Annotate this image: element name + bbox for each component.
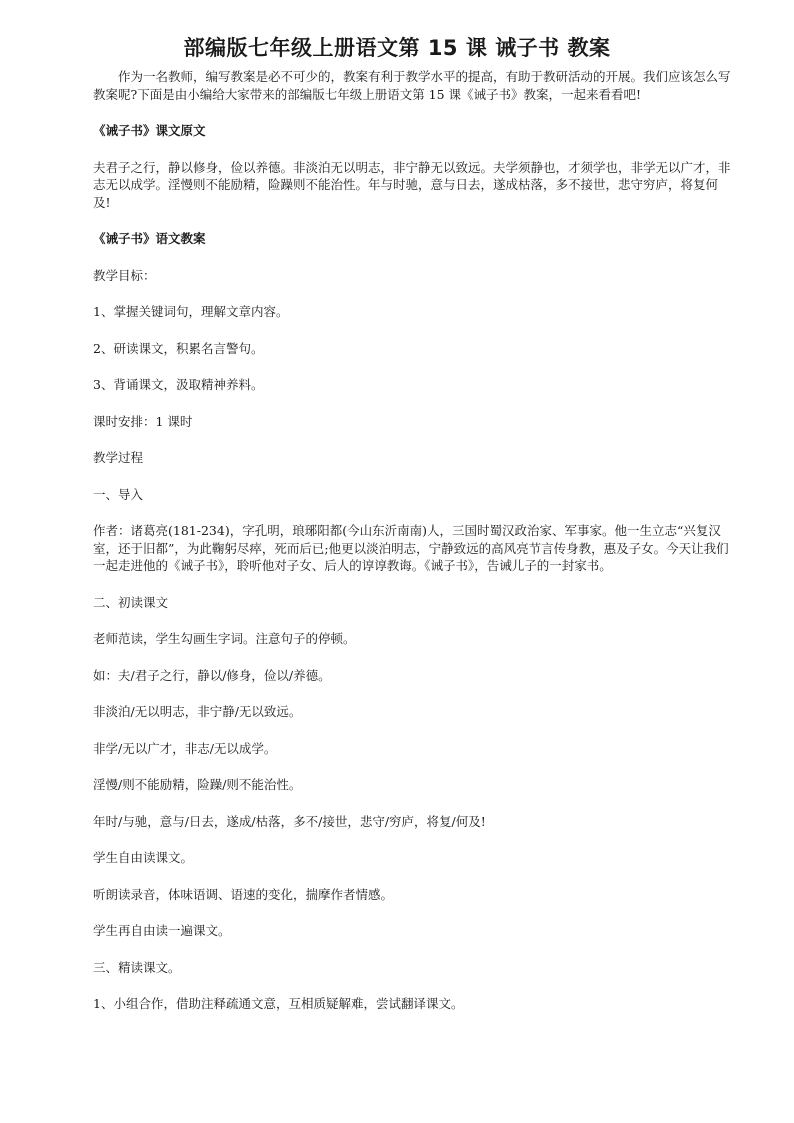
pause-example-1: 如：夫/君子之行，静以/修身，俭以/养德。 bbox=[93, 667, 331, 683]
section-intro-heading: 一、导入 bbox=[93, 486, 144, 502]
heading-lesson-plan: 《诫子书》语文教案 bbox=[93, 231, 206, 246]
teacher-read-line: 老师范读，学生勾画生字词。注意句子的停顿。 bbox=[93, 631, 356, 646]
heading-original-text: 《诫子书》课文原文 bbox=[93, 123, 206, 138]
free-read-line-1: 学生自由读课文。 bbox=[93, 850, 194, 865]
original-text-paragraph: 夫君子之行，静以修身，俭以养德。非淡泊无以明志，非宁静无以致远。夫学须静也，才须学也，非学无以广才，非志无以成学。淫慢则不能励精，险躁则不能治性。年与时驰，意与日去，遂成枯落，多不接世，悲守穷庐，将复何及! bbox=[93, 159, 731, 210]
pause-example-4: 淫慢/则不能励精，险躁/则不能治性。 bbox=[93, 777, 302, 792]
document-title: 部编版七年级上册语文第 15 课 诫子书 教案 bbox=[183, 36, 611, 60]
pause-example-2: 非淡泊/无以明志，非宁静/无以致远。 bbox=[93, 704, 302, 719]
group-work-line: 1、小组合作，借助注释疏通文意，互相质疑解难，尝试翻译课文。 bbox=[93, 996, 464, 1011]
listen-recording-line: 听朗读录音，体味语调、语速的变化，揣摩作者情感。 bbox=[93, 886, 394, 902]
author-paragraph: 作者：诸葛亮(181-234)，字孔明，琅琊阳都(今山东沂南南)人，三国时蜀汉政治家、军事家。他一生立志“兴复汉室，还于旧都”，为此鞠躬尽瘁，死而后已;他更以淡泊明志，宁静致远的高风亮节言传身教，惠及子女。今天让我们一起走进他的《诫子书》，聆听他对子女、后人的谆谆教诲。《诫子书》，告诫儿子的一封家书。 bbox=[93, 523, 729, 573]
pause-example-3: 非学/无以广才，非志/无以成学。 bbox=[93, 740, 277, 756]
goal-item-1: 1、掌握关键词句，理解文章内容。 bbox=[93, 304, 289, 319]
pause-example-5: 年时/与驰，意与/日去，遂成/枯落，多不/接世，悲守/穷庐，将复/何及! bbox=[93, 813, 486, 829]
section-close-reading-heading: 三、精读课文。 bbox=[93, 959, 181, 975]
goal-item-2: 2、研读课文，积累名言警句。 bbox=[93, 340, 264, 356]
free-read-line-2: 学生再自由读一遍课文。 bbox=[93, 923, 231, 938]
section-first-reading-heading: 二、初读课文 bbox=[93, 594, 169, 610]
intro-paragraph: 作为一名教师，编写教案是必不可少的，教案有利于教学水平的提高，有助于教研活动的开展。我们应该怎么写教案呢?下面是由小编给大家带来的部编版七年级上册语文第 15 课《诫子书》教案，一起来看看吧! bbox=[93, 69, 731, 102]
goals-label: 教学目标： bbox=[93, 267, 156, 283]
process-label: 教学过程 bbox=[93, 450, 144, 465]
schedule-line: 课时安排：1 课时 bbox=[93, 413, 193, 429]
goal-item-3: 3、背诵课文，汲取精神养料。 bbox=[93, 377, 264, 392]
document-body bbox=[93, 68, 733, 1013]
